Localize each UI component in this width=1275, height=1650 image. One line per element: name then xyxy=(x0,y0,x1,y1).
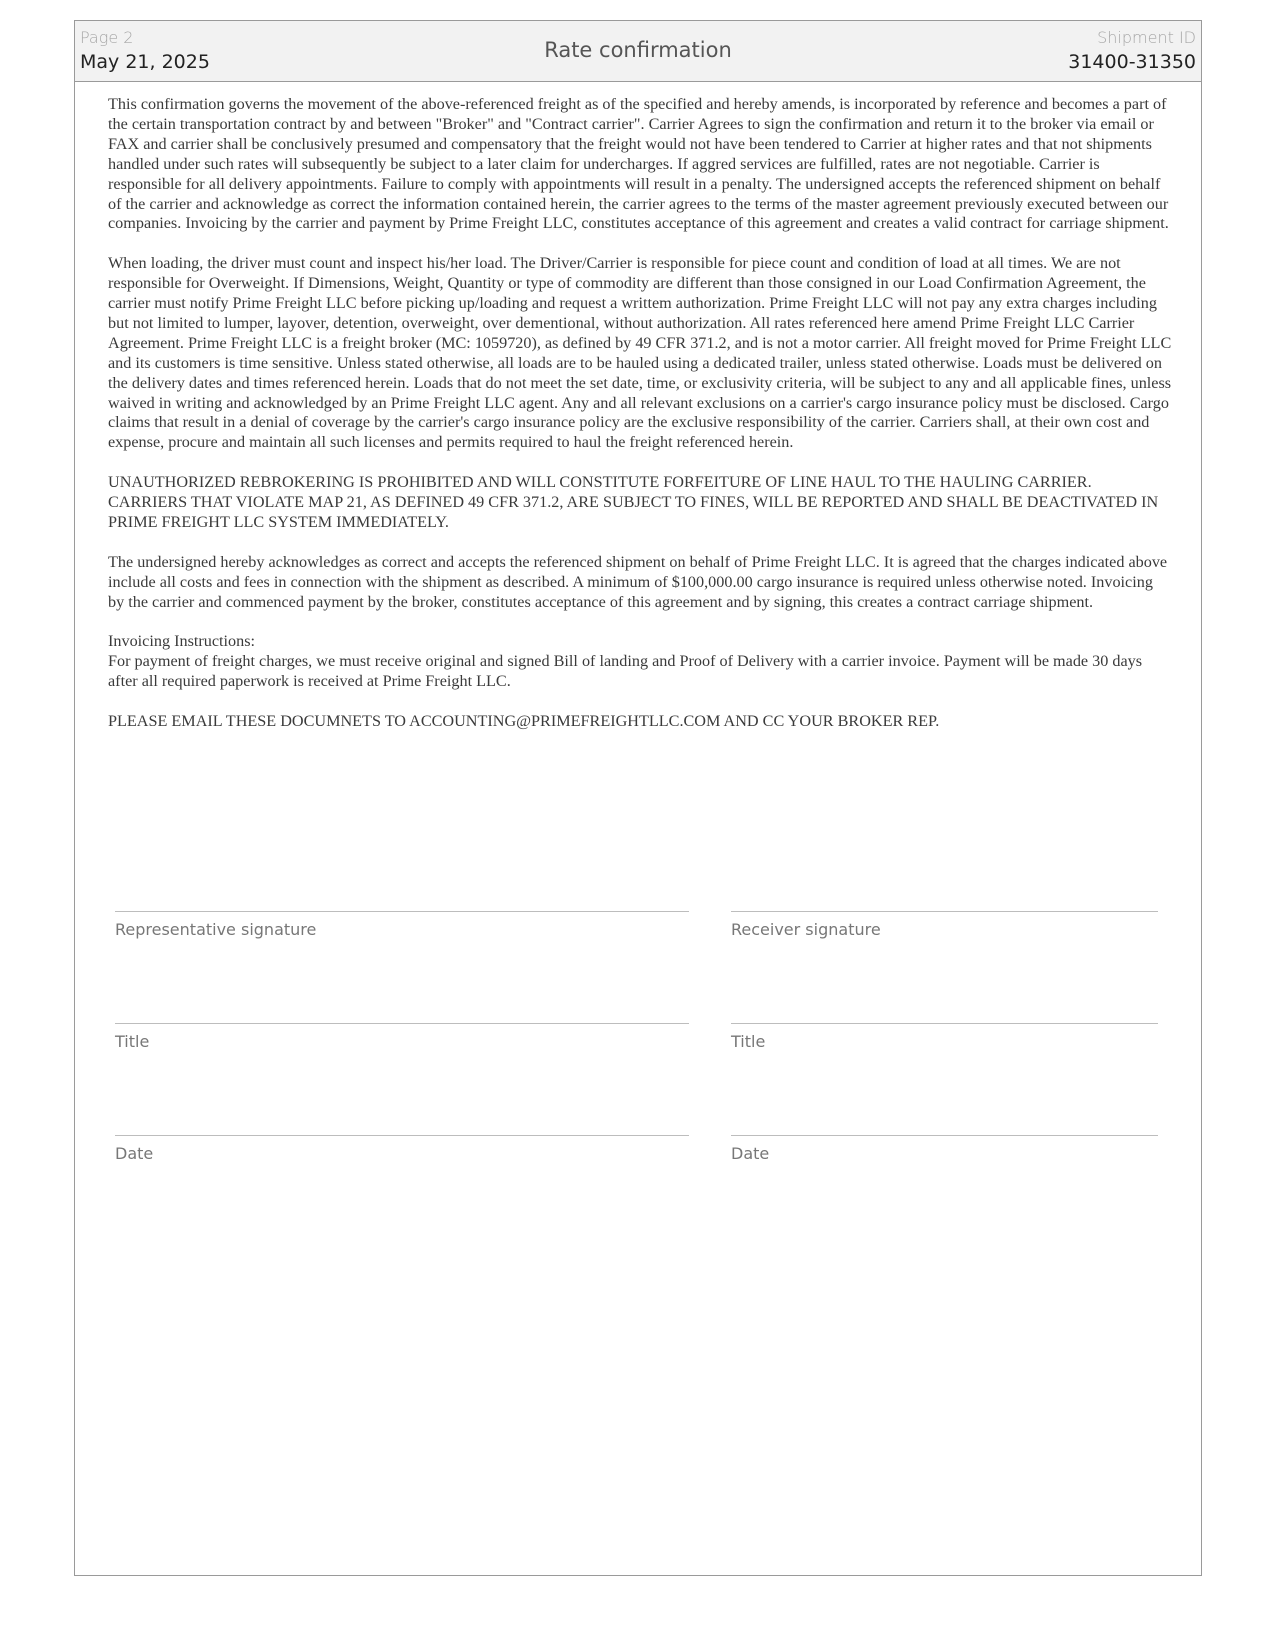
signature-line xyxy=(731,911,1158,912)
receiver-title-label: Title xyxy=(731,1032,766,1051)
signature-line xyxy=(115,1023,689,1024)
terms-paragraph-acknowledgement: The undersigned hereby acknowledges as correct and accepts the referenced shipment on behalf of Prime Freight LLC. It is agreed that the charges indicated above include all costs and fees in connection with the shipment as described. A minimum of $100,000.00 cargo insurance is required unless otherwise noted. Invoicing by the carrier and commenced payment by the broker, constitutes acceptance of this agreement and by signing, this creates a contract carriage shipment. xyxy=(108,552,1168,611)
terms-paragraph-rebrokering: UNAUTHORIZED REBROKERING IS PROHIBITED AND WILL CONSTITUTE FORFEITURE OF LINE HAUL TO THE HAULING CARRIER. CARRIERS THAT VIOLATE MAP 21, AS DEFINED 49 CFR 371.2, ARE SUBJECT TO FINES, WILL BE REPORTED AND SHALL BE DEACTIVATED IN PRIME FREIGHT LLC SYSTEM IMMEDIATELY. xyxy=(108,473,1159,531)
representative-signature-field[interactable] xyxy=(115,911,689,939)
receiver-title-field[interactable] xyxy=(731,1023,1158,1051)
representative-title-field[interactable] xyxy=(115,1023,689,1051)
representative-date-field[interactable] xyxy=(115,1135,689,1163)
invoicing-text: For payment of freight charges, we must receive original and signed Bill of landing and Proof of Delivery with a carrier invoice. Payment will be made 30 days after all required paperwork is received at Prime Freight LLC. xyxy=(108,652,1143,691)
receiver-signature-field[interactable] xyxy=(731,911,1158,939)
document-page xyxy=(74,20,1202,1576)
terms-paragraph-loading: When loading, the driver must count and inspect his/her load. The Driver/Carrier is responsible for piece count and condition of load at all times. We are not responsible for Overweight. If Dimensions, Weight, Quantity or type of commodity are different than those consigned in our Load Confirmation Agreement, the carrier must notify Prime Freight LLC before picking up/loading and request a writtem authorization. Prime Freight LLC will not pay any extra charges including but not limited to lumper, layover, detention, overweight, over dementional, without authorization. All rates referenced here amend Prime Freight LLC Carrier Agreement. Prime Freight LLC is a freight broker (MC: 1059720), as defined by 49 CFR 371.2, and is not a motor carrier. All freight moved for Prime Freight LLC and its customers is time sensitive. Unless stated otherwise, all loads are to be hauled using a dedicated trailer, unless stated otherwise. Loads must be delivered on the delivery dates and times referenced herein. Loads that do not meet the set date, time, or exclusivity criteria, will be subject to any and all applicable fines, unless waived in writing and acknowledged by an Prime Freight LLC agent. Any and all relevant exclusions on a carrier's cargo insurance policy must be disclosed. Cargo claims that result in a denial of coverage by the carrier's cargo insurance policy are the exclusive responsibility of the carrier. Carriers shall, at their own cost and expense, procure and maintain all such licenses and permits required to haul the freight referenced herein. xyxy=(108,254,1172,452)
signature-line xyxy=(115,1135,689,1136)
header-right xyxy=(1068,27,1196,75)
representative-signature-label: Representative signature xyxy=(115,920,317,939)
signature-line xyxy=(731,1023,1158,1024)
email-notice: PLEASE EMAIL THESE DOCUMNETS TO ACCOUNTING@PRIMEFREIGHTLLC.COM AND CC YOUR BROKER REP. xyxy=(108,712,940,731)
page-header xyxy=(75,21,1201,82)
page-number: Page 2 xyxy=(80,28,134,47)
shipment-id-value: 31400-31350 xyxy=(1068,51,1196,73)
invoicing-heading: Invoicing Instructions: xyxy=(108,632,256,651)
shipment-id-label: Shipment ID xyxy=(1097,28,1196,47)
representative-title-label: Title xyxy=(115,1032,150,1051)
signature-line xyxy=(115,911,689,912)
signature-line xyxy=(731,1135,1158,1136)
terms-paragraph-governing: This confirmation governs the movement of the above-referenced freight as of the specified and hereby amends, is incorporated by reference and becomes a part of the certain transportation contract by and between "Broker" and "Contract carrier". Carrier Agrees to sign the confirmation and return it to the broker via email or FAX and carrier shall be conclusively presumed and compensatory that the freight would not have been tendered to Carrier at higher rates and that not shipments handled under such rates will subsequently be subject to a later claim for undercharges. If aggred services are fulfilled, rates are not negotiable. Carrier is responsible for all delivery appointments. Failure to comply with appointments will result in a penalty. The undersigned accepts the referenced shipment on behalf of the carrier and acknowledge as correct the information contained herein, the carrier agrees to the terms of the master agreement previously executed between our companies. Invoicing by the carrier and payment by Prime Freight LLC, constitutes acceptance of this agreement and creates a valid contract for carriage shipment. xyxy=(108,95,1169,233)
document-date: May 21, 2025 xyxy=(80,51,210,73)
page-title: Rate confirmation xyxy=(544,38,732,62)
receiver-date-field[interactable] xyxy=(731,1135,1158,1163)
terms-content xyxy=(108,95,1172,752)
receiver-signature-label: Receiver signature xyxy=(731,920,881,939)
receiver-date-label: Date xyxy=(731,1144,770,1163)
representative-date-label: Date xyxy=(115,1144,154,1163)
